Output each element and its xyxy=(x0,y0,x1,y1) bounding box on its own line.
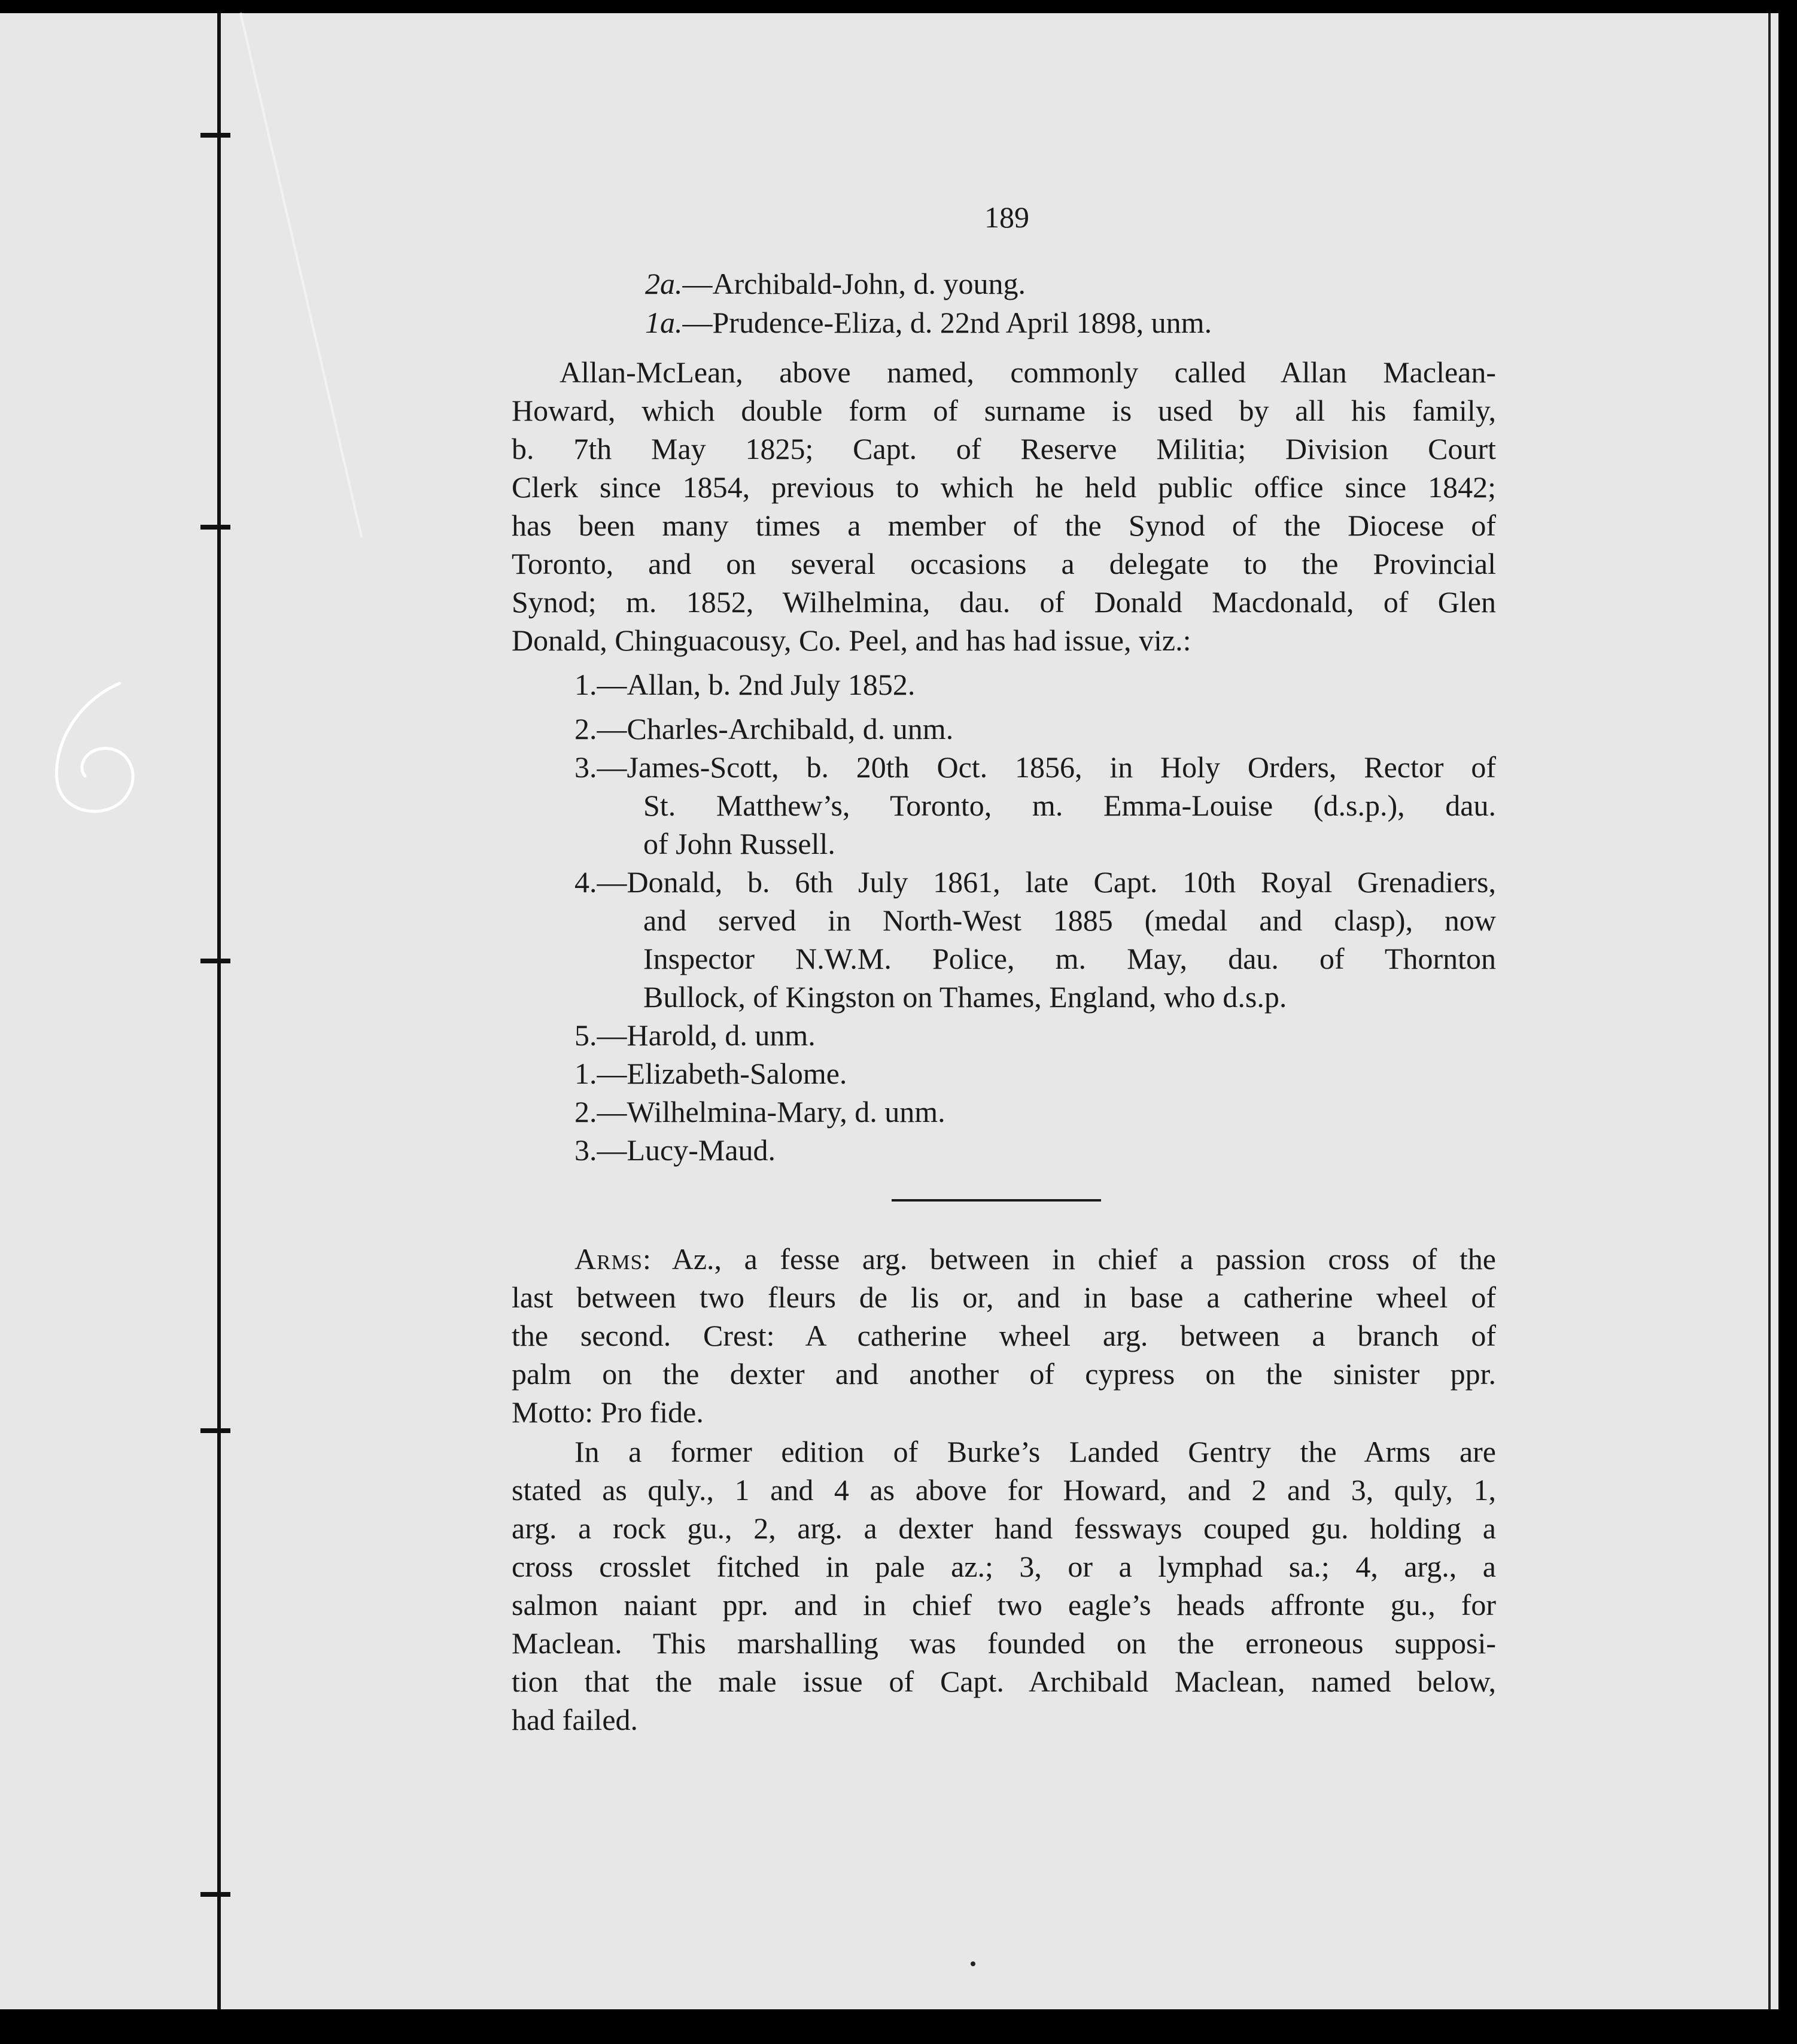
list-item xyxy=(645,264,1026,303)
paragraph-line: stated as quly., 1 and 4 as above for Howard, and 2 and 3, quly, 1, xyxy=(512,1473,1496,1507)
scanned-page xyxy=(0,13,1778,2009)
item-number: 2a. xyxy=(645,267,683,300)
paragraph-line: last between two fleurs de lis or, and in base a catherine wheel of xyxy=(512,1280,1496,1314)
list-item-continuation: Bullock, of Kingston on Thames, England, who d.s.p. xyxy=(643,980,1287,1014)
paragraph-line: Donald, Chinguacousy, Co. Peel, and has had issue, viz.: xyxy=(512,623,1191,657)
list-item-continuation: Inspector N.W.M. Police, m. May, dau. of Thornton xyxy=(643,942,1496,975)
page-crease xyxy=(239,13,363,538)
binding-stitch xyxy=(200,525,230,530)
paragraph-line: Motto: Pro fide. xyxy=(512,1395,704,1429)
arms-label: Arms xyxy=(574,1242,643,1276)
paragraph-line: the second. Crest: A catherine wheel arg. between a branch of xyxy=(512,1319,1496,1352)
list-item: 3.—Lucy-Maud. xyxy=(574,1133,776,1167)
binding-line xyxy=(217,13,221,2009)
list-item: 1.—Allan, b. 2nd July 1852. xyxy=(574,668,916,701)
list-item: 1.—Elizabeth-Salome. xyxy=(574,1057,847,1090)
arms-text: : Az., a fesse arg. between in chief a passion cross of the xyxy=(643,1242,1496,1276)
ink-speck xyxy=(971,1961,975,1966)
list-item xyxy=(645,303,1212,342)
list-item-continuation: St. Matthew’s, Toronto, m. Emma-Louise (d.s.p.), dau. xyxy=(643,789,1496,822)
paragraph-line: tion that the male issue of Capt. Archibald Maclean, named below, xyxy=(512,1665,1496,1698)
paragraph-line: Clerk since 1854, previous to which he held public office since 1842; xyxy=(512,470,1496,504)
item-text: —Prudence-Eliza, d. 22nd April 1898, unm. xyxy=(682,306,1212,339)
paragraph-line: salmon naiant ppr. and in chief two eagle’s heads affronte gu., for xyxy=(512,1588,1496,1622)
section-divider xyxy=(892,1199,1101,1202)
paragraph-line: Howard, which double form of surname is used by all his family, xyxy=(512,394,1496,427)
list-item: 2.—Charles-Archibald, d. unm. xyxy=(574,712,954,746)
item-number: 1a. xyxy=(645,306,683,339)
pencil-annotation xyxy=(42,677,138,827)
list-item-continuation: and served in North-West 1885 (medal and clasp), now xyxy=(643,904,1496,937)
binding-stitch xyxy=(200,1892,230,1897)
paragraph-line: b. 7th May 1825; Capt. of Reserve Militia; Division Court xyxy=(512,432,1496,466)
paragraph-line xyxy=(574,1240,1496,1278)
paragraph-line: arg. a rock gu., 2, arg. a dexter hand fessways couped gu. holding a xyxy=(512,1511,1496,1545)
paragraph-line: had failed. xyxy=(512,1703,638,1736)
binding-stitch xyxy=(200,133,230,138)
list-item: 2.—Wilhelmina-Mary, d. unm. xyxy=(574,1095,945,1129)
paragraph-line: cross crosslet fitched in pale az.; 3, or a lymphad sa.; 4, arg., a xyxy=(512,1550,1496,1583)
list-item: 3.—James-Scott, b. 20th Oct. 1856, in Holy Orders, Rector of xyxy=(574,750,1496,784)
item-text: —Archibald-John, d. young. xyxy=(682,267,1026,300)
page-number: 189 xyxy=(984,200,1029,234)
binding-stitch xyxy=(200,959,230,963)
paragraph-line: Allan-McLean, above named, commonly called Allan Maclean- xyxy=(560,355,1496,389)
binding-stitch xyxy=(200,1428,230,1433)
list-item: 4.—Donald, b. 6th July 1861, late Capt. 10th Royal Grenadiers, xyxy=(574,865,1496,899)
paragraph-line: In a former edition of Burke’s Landed Gentry the Arms are xyxy=(574,1435,1496,1468)
paragraph-line: has been many times a member of the Synod of the Diocese of xyxy=(512,509,1496,542)
paragraph-line: palm on the dexter and another of cypress on the sinister ppr. xyxy=(512,1357,1496,1391)
page-edge xyxy=(1768,13,1771,2009)
paragraph-line: Toronto, and on several occasions a delegate to the Provincial xyxy=(512,547,1496,580)
list-item-continuation: of John Russell. xyxy=(643,827,835,860)
list-item: 5.—Harold, d. unm. xyxy=(574,1018,816,1052)
paragraph-line: Maclean. This marshalling was founded on the erroneous supposi- xyxy=(512,1626,1496,1660)
paragraph-line: Synod; m. 1852, Wilhelmina, dau. of Donald Macdonald, of Glen xyxy=(512,585,1496,619)
